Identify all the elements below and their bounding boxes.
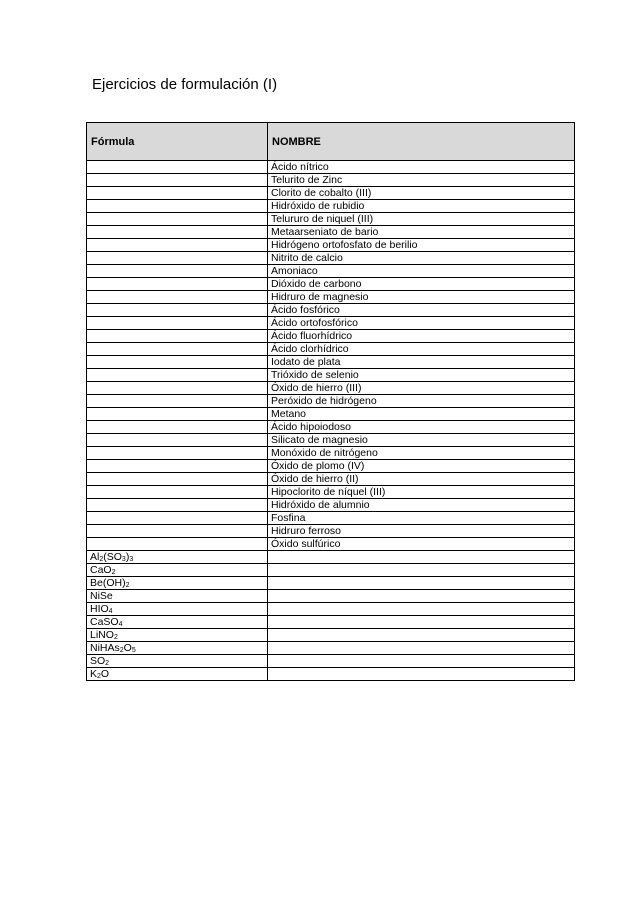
formula-answer-cell[interactable] [87, 213, 268, 226]
formula-text: Be(OH) [90, 577, 126, 589]
formula-text: HIO [90, 603, 109, 615]
formula-answer-cell[interactable] [87, 486, 268, 499]
table-row [87, 343, 575, 356]
formula-answer-cell[interactable] [87, 304, 268, 317]
formula-subscript: 3 [121, 556, 126, 563]
formula-text: SO [90, 655, 106, 667]
table-row [87, 486, 575, 499]
formula-answer-cell[interactable] [87, 512, 268, 525]
name-column-header: NOMBRE [268, 123, 575, 161]
compound-formula-cell [87, 668, 268, 681]
compound-name-cell: Hidruro de magnesio [268, 291, 575, 304]
compound-name-cell: Hidróxido de rubidio [268, 200, 575, 213]
formula-answer-cell[interactable] [87, 265, 268, 278]
table-row [87, 369, 575, 382]
compound-name-cell: Ácido fluorhídrico [268, 330, 575, 343]
name-answer-cell[interactable] [268, 655, 575, 668]
table-row [87, 512, 575, 525]
compound-name-cell: Amoniaco [268, 265, 575, 278]
table-row [87, 473, 575, 486]
compound-name-cell: Óxido de plomo (IV) [268, 460, 575, 473]
table-row [87, 538, 575, 551]
table-row [87, 525, 575, 538]
formula-text: (SO [103, 551, 122, 563]
formula-subscript: 2 [111, 569, 116, 576]
table-row [87, 629, 575, 642]
table-row [87, 590, 575, 603]
table-row [87, 603, 575, 616]
formula-text: O [100, 668, 110, 680]
table-row [87, 174, 575, 187]
formula-answer-cell[interactable] [87, 473, 268, 486]
table-row [87, 239, 575, 252]
formula-answer-cell[interactable] [87, 317, 268, 330]
formula-text: CaO [90, 564, 112, 576]
formula-subscript: 2 [99, 556, 104, 563]
formula-subscript: 2 [113, 634, 118, 641]
formula-subscript: 5 [131, 647, 136, 654]
formula-answer-cell[interactable] [87, 239, 268, 252]
formula-answer-cell[interactable] [87, 525, 268, 538]
compound-name-cell: Hidrógeno ortofosfato de berilio [268, 239, 575, 252]
compound-formula-cell [87, 590, 268, 603]
formula-text: Al [90, 551, 100, 563]
compound-name-cell: Metano [268, 408, 575, 421]
table-row [87, 252, 575, 265]
table-row [87, 408, 575, 421]
table-row [87, 421, 575, 434]
page-title: Ejercicios de formulación (I) [92, 76, 278, 93]
name-answer-cell[interactable] [268, 616, 575, 629]
compound-formula-cell [87, 616, 268, 629]
formula-text: LiNO [90, 629, 114, 641]
compound-name-cell: Ácido ortofosfórico [268, 317, 575, 330]
name-answer-cell[interactable] [268, 629, 575, 642]
compound-name-cell: Monóxido de nitrógeno [268, 447, 575, 460]
formula-subscript: 3 [129, 556, 134, 563]
formula-text: ) [125, 551, 130, 563]
formula-answer-cell[interactable] [87, 382, 268, 395]
table-row [87, 668, 575, 681]
table-row [87, 655, 575, 668]
table-row [87, 551, 575, 564]
formula-answer-cell[interactable] [87, 226, 268, 239]
formula-text: K [90, 668, 98, 680]
table-row [87, 213, 575, 226]
formula-text: NiSe [90, 590, 113, 602]
name-answer-cell[interactable] [268, 642, 575, 655]
table-row [87, 200, 575, 213]
formula-subscript: 2 [125, 582, 130, 589]
formula-text: CaSO [90, 616, 119, 628]
compound-name-cell: Iodato de plata [268, 356, 575, 369]
table-row [87, 291, 575, 304]
compound-name-cell: Telurito de Zinc [268, 174, 575, 187]
compound-formula-cell [87, 629, 268, 642]
table-row [87, 616, 575, 629]
formula-answer-cell[interactable] [87, 200, 268, 213]
compound-name-cell: Trióxido de selenio [268, 369, 575, 382]
compound-formula-cell [87, 655, 268, 668]
compound-formula-cell [87, 577, 268, 590]
table-row [87, 577, 575, 590]
compound-name-cell: Telururo de niquel (III) [268, 213, 575, 226]
formula-text: O [123, 642, 132, 654]
compound-name-cell: Ácido fosfórico [268, 304, 575, 317]
formula-subscript: 4 [108, 608, 113, 615]
table-row [87, 642, 575, 655]
compound-name-cell: Ácido clorhídrico [268, 343, 575, 356]
formula-answer-cell[interactable] [87, 421, 268, 434]
formula-answer-cell[interactable] [87, 460, 268, 473]
formula-subscript: 2 [97, 673, 101, 680]
table-row [87, 356, 575, 369]
formula-answer-cell[interactable] [87, 291, 268, 304]
compound-name-cell: Peróxido de hidrógeno [268, 395, 575, 408]
formula-text: NiHAs [90, 642, 120, 654]
compound-formula-cell [87, 603, 268, 616]
compound-name-cell: Metaarseniato de bario [268, 226, 575, 239]
compound-name-cell: Hipoclorito de níquel (III) [268, 486, 575, 499]
name-answer-cell[interactable] [268, 668, 575, 681]
name-answer-cell[interactable] [268, 551, 575, 564]
formula-answer-cell[interactable] [87, 499, 268, 512]
table-row [87, 564, 575, 577]
table-row [87, 317, 575, 330]
table-row [87, 499, 575, 512]
table-row [87, 226, 575, 239]
compound-name-cell: Ácido hipoiodoso [268, 421, 575, 434]
compound-name-cell: Dióxido de carbono [268, 278, 575, 291]
table-row [87, 161, 575, 174]
formula-column-header: Fórmula [87, 123, 268, 161]
formula-answer-cell[interactable] [87, 187, 268, 200]
compound-name-cell: Ácido nítrico [268, 161, 575, 174]
compound-name-cell: Hidruro ferroso [268, 525, 575, 538]
formula-answer-cell[interactable] [87, 174, 268, 187]
name-answer-cell[interactable] [268, 564, 575, 577]
formula-answer-cell[interactable] [87, 356, 268, 369]
formula-answer-cell[interactable] [87, 538, 268, 551]
name-answer-cell[interactable] [268, 590, 575, 603]
compound-formula-cell [87, 642, 268, 655]
table-row [87, 304, 575, 317]
compound-name-cell: Clorito de cobalto (III) [268, 187, 575, 200]
table-row [87, 265, 575, 278]
table-row [87, 447, 575, 460]
compound-name-cell: Óxido de hierro (III) [268, 382, 575, 395]
name-answer-cell[interactable] [268, 577, 575, 590]
formula-answer-cell[interactable] [87, 395, 268, 408]
compound-name-cell: Óxido de hierro (II) [268, 473, 575, 486]
table-row [87, 395, 575, 408]
compound-name-cell: Hidróxido de alumnio [268, 499, 575, 512]
compound-formula-cell [87, 551, 268, 564]
formula-answer-cell[interactable] [87, 434, 268, 447]
table-row [87, 278, 575, 291]
formula-subscript: 2 [105, 660, 110, 667]
formula-answer-cell[interactable] [87, 161, 268, 174]
formula-answer-cell[interactable] [87, 343, 268, 356]
formula-answer-cell[interactable] [87, 369, 268, 382]
table-row [87, 460, 575, 473]
formula-answer-cell[interactable] [87, 408, 268, 421]
compound-name-cell: Silicato de magnesio [268, 434, 575, 447]
compound-name-cell: Nitrito de calcio [268, 252, 575, 265]
formula-subscript: 4 [118, 621, 123, 628]
table-header-row [87, 123, 575, 161]
table-row [87, 382, 575, 395]
table-row [87, 330, 575, 343]
formulation-table [86, 122, 575, 681]
name-answer-cell[interactable] [268, 603, 575, 616]
formula-answer-cell[interactable] [87, 447, 268, 460]
compound-formula-cell [87, 564, 268, 577]
compound-name-cell: Fosfina [268, 512, 575, 525]
compound-name-cell: Óxido sulfúrico [268, 538, 575, 551]
table-row [87, 434, 575, 447]
formula-answer-cell[interactable] [87, 252, 268, 265]
formula-answer-cell[interactable] [87, 330, 268, 343]
formula-subscript: 2 [119, 647, 124, 654]
table-row [87, 187, 575, 200]
formula-answer-cell[interactable] [87, 278, 268, 291]
